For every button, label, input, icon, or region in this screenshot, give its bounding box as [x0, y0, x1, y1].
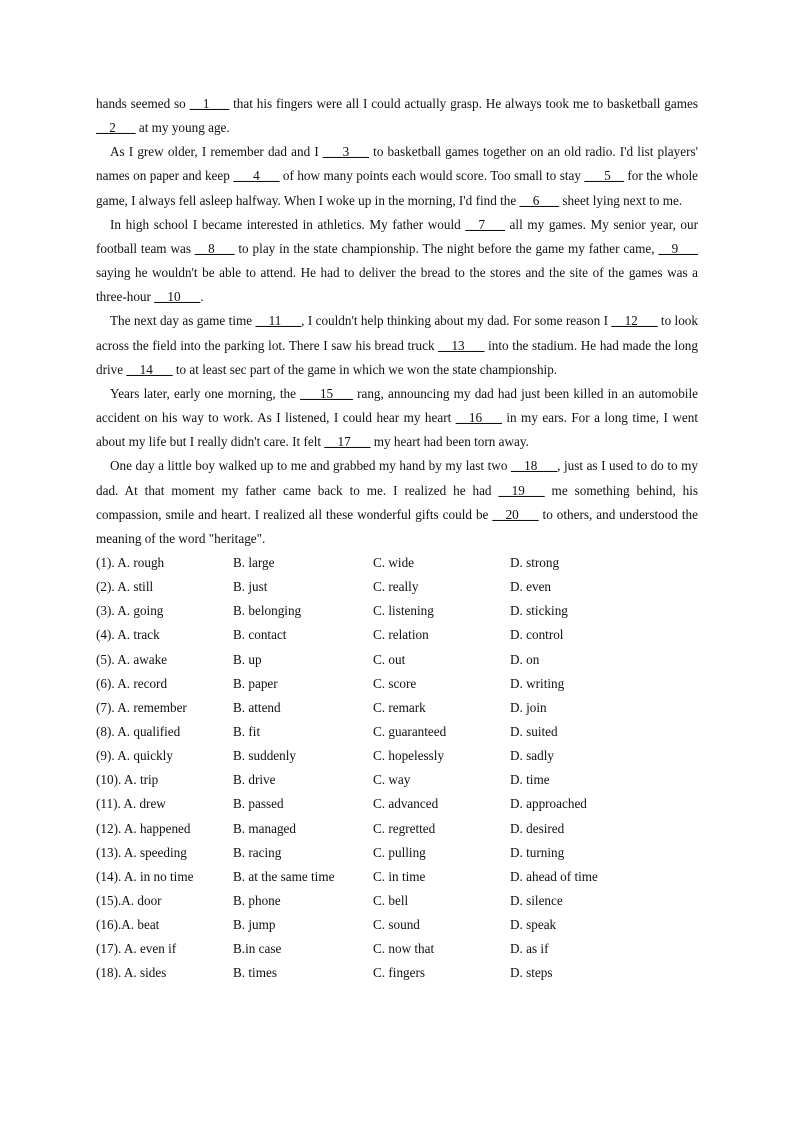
option-row [96, 575, 698, 599]
option-row [96, 865, 698, 889]
blank-number: __1___ [189, 96, 230, 111]
option-row [96, 913, 698, 937]
option-row [96, 937, 698, 961]
option-choice: D. steps [510, 965, 553, 981]
option-choice: C. wide [373, 554, 415, 570]
option-choice: (15).A. door [96, 892, 162, 908]
passage-text: sheet lying next to me. [559, 192, 683, 208]
blank-number: __2___ [96, 120, 136, 136]
passage-text: for the whole game, I always fell asleep halfway. When I woke up in the morning, I'd find the [96, 168, 698, 208]
option-choice: D. on [510, 651, 540, 667]
option-choice: (16).A. beat [96, 917, 160, 933]
blank-number: ___5__ [584, 168, 624, 184]
blank-number: __6___ [519, 192, 560, 208]
passage-text: into the stadium. He had made the long drive [96, 337, 698, 377]
option-choice: B. racing [233, 844, 282, 860]
document-page [96, 92, 698, 986]
passage-text: rang, announcing my dad had just been killed in an automobile accident on his way to work. As I listened, I could hear my heart [96, 385, 698, 426]
option-row [96, 648, 698, 672]
passage-text: In high school I became interested in athletics. My father would [110, 216, 466, 232]
option-row [96, 744, 698, 768]
option-choice: (3). A. going [96, 603, 164, 619]
option-choice: D. sticking [510, 603, 568, 619]
option-choice: (11). A. drew [96, 796, 166, 812]
passage-text: to play in the state championship. The night before the game my father came, [234, 240, 659, 256]
option-choice: C. listening [373, 603, 434, 619]
option-choice: B. phone [233, 892, 281, 908]
option-choice: B. jump [233, 917, 276, 933]
option-row [96, 961, 698, 985]
blank-number: ___4___ [233, 168, 280, 184]
option-choice: (12). A. happened [96, 820, 191, 836]
option-choice: C. now that [373, 941, 435, 957]
option-choice: C. guaranteed [373, 723, 447, 739]
option-choice: D. silence [510, 892, 563, 908]
option-choice: D. ahead of time [510, 868, 598, 884]
option-choice: (8). A. qualified [96, 723, 181, 739]
passage-text: to look across the field into the parking lot. There I saw his bread truck [96, 313, 698, 353]
option-choice: (4). A. track [96, 627, 160, 643]
option-choice: (17). A. even if [96, 941, 177, 957]
option-row [96, 551, 698, 575]
option-choice: B.in case [233, 941, 282, 957]
blank-number: __19___ [498, 482, 545, 498]
option-choice: D. speak [510, 917, 557, 933]
option-row [96, 599, 698, 623]
option-choice: D. approached [510, 796, 587, 812]
option-choice: D. suited [510, 723, 558, 739]
passage-text: in my ears. For a long time, I went about my life but I really didn't care. It felt [96, 410, 699, 450]
option-choice: (13). A. speeding [96, 844, 187, 860]
option-choice: B. attend [233, 699, 281, 715]
blank-number: ___15___ [300, 385, 353, 401]
option-choice: B. managed [233, 820, 296, 836]
option-choice: (18). A. sides [96, 965, 167, 981]
passage-text: One day a little boy walked up to me and grabbed my hand by my last two [110, 458, 511, 474]
option-row [96, 672, 698, 696]
blank-number: __14___ [126, 361, 173, 377]
passage-text: The next day as game time [110, 313, 256, 329]
passage-text: , I couldn't help thinking about my dad. For some reason I [301, 313, 612, 329]
option-choice: D. control [510, 627, 564, 643]
passage-text: Years later, early one morning, the [110, 385, 301, 401]
option-choice: C. out [373, 651, 406, 667]
option-choice: B. drive [233, 772, 276, 788]
option-choice: D. strong [510, 554, 560, 570]
option-choice: C. pulling [373, 844, 426, 860]
option-choice: C. hopelessly [373, 748, 445, 764]
blank-number: __20___ [492, 506, 539, 522]
blank-number: __8___ [194, 240, 235, 256]
option-choice: C. fingers [373, 965, 426, 981]
option-choice: C. way [373, 772, 411, 788]
passage-text: to basketball games together on an old radio. I'd list players' names on paper and keep [96, 144, 698, 184]
option-choice: C. sound [373, 917, 420, 933]
option-choice: (7). A. remember [96, 699, 187, 715]
option-row [96, 817, 698, 841]
option-choice: (10). A. trip [96, 772, 159, 788]
passage-text: of how many points each would score. Too small to stay [279, 168, 585, 184]
passage-text: at my young age. [135, 120, 230, 136]
option-choice: B. just [233, 579, 268, 595]
option-choice: D. join [510, 699, 547, 715]
option-row [96, 720, 698, 744]
passage-text: . [200, 289, 204, 305]
cloze-passage [96, 92, 698, 551]
option-choice: D. time [510, 772, 550, 788]
passage-text: saying he wouldn't be able to attend. He had to deliver the bread to the stores and the site of the games was a three-hour [96, 265, 698, 305]
option-choice: (1). A. rough [96, 554, 165, 570]
blank-number: __11___ [255, 313, 302, 329]
option-choice: B. suddenly [233, 748, 297, 764]
option-choice: B. belonging [233, 603, 302, 619]
option-choice: (2). A. still [96, 579, 154, 595]
passage-paragraph [96, 140, 698, 212]
option-row [96, 623, 698, 647]
option-choice: (6). A. record [96, 675, 168, 691]
answer-options [96, 551, 698, 986]
option-choice: C. remark [373, 699, 426, 715]
option-choice: B. times [233, 965, 277, 981]
option-choice: C. regretted [373, 820, 436, 836]
blank-number: ___3___ [322, 144, 370, 160]
option-choice: (5). A. awake [96, 651, 168, 667]
option-choice: (9). A. quickly [96, 748, 173, 764]
option-row [96, 841, 698, 865]
blank-number: __10___ [154, 289, 201, 305]
option-choice: C. score [373, 675, 417, 691]
option-row [96, 889, 698, 913]
passage-text: me something behind, his compassion, smile and heart. I realized all these wonderful gifts could be [96, 482, 699, 522]
option-choice: B. paper [233, 675, 278, 691]
option-choice: B. fit [233, 723, 261, 739]
passage-text: my heart had been torn away. [370, 434, 529, 450]
passage-paragraph [96, 454, 698, 551]
option-choice: D. as if [510, 941, 549, 957]
blank-number: __17___ [324, 434, 371, 450]
option-choice: (14). A. in no time [96, 868, 194, 884]
option-choice: C. in time [373, 868, 426, 884]
passage-text: , just as I used to do to my dad. At that moment my father came back to me. I realized he had [96, 458, 698, 498]
option-choice: C. really [373, 579, 419, 595]
option-choice: C. relation [373, 627, 429, 643]
passage-text: As I grew older, I remember dad and I [110, 144, 323, 160]
blank-number: __16___ [455, 410, 502, 426]
passage-text: to others, and understood the meaning of the word "heritage". [96, 506, 698, 546]
option-choice: D. writing [510, 675, 565, 691]
option-choice: B. large [233, 554, 275, 570]
passage-paragraph [96, 92, 698, 140]
option-choice: D. even [510, 579, 552, 595]
passage-paragraph [96, 309, 698, 381]
option-row [96, 768, 698, 792]
blank-number: __13___ [438, 337, 485, 353]
blank-number: __18___ [510, 458, 558, 474]
option-choice: D. sadly [510, 748, 554, 764]
passage-text: hands seemed so [96, 96, 190, 111]
passage-text: all my games. My senior year, our football team was [96, 216, 699, 256]
option-choice: B. up [233, 651, 262, 667]
option-row [96, 792, 698, 816]
passage-paragraph [96, 213, 698, 310]
option-choice: B. contact [233, 627, 287, 643]
option-choice: D. turning [510, 844, 565, 860]
blank-number: __9___ [658, 240, 698, 256]
option-choice: D. desired [510, 820, 565, 836]
option-choice: C. advanced [373, 796, 439, 812]
option-choice: B. at the same time [233, 868, 335, 884]
option-choice: B. passed [233, 796, 284, 812]
blank-number: __12___ [611, 313, 658, 329]
passage-text: that his fingers were all I could actually grasp. He always took me to basketball games [229, 96, 698, 111]
option-choice: C. bell [373, 892, 409, 908]
passage-paragraph [96, 382, 698, 454]
option-row [96, 696, 698, 720]
blank-number: __7___ [465, 216, 505, 232]
passage-text: to at least sec part of the game in which we won the state championship. [172, 361, 558, 377]
